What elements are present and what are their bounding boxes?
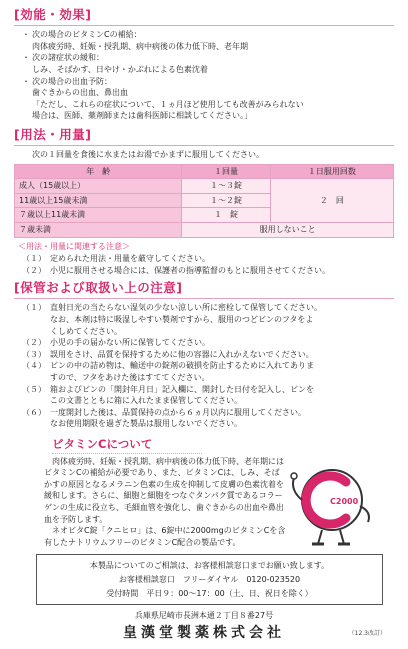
effects-heading: [効能・効果] (14, 6, 394, 26)
contact-line: 本製品についてのご相談は、お客様相談窓口までお願い致します。 (89, 561, 330, 571)
vitamin-c-mascot-icon (284, 460, 376, 552)
table-row: ７歳以上11歳未満 １ 錠 (15, 208, 394, 223)
list-item-cont: なお使用期限を過ぎた製品は服用しないでください。 (50, 419, 242, 429)
contact-hours: 受付時間 平日９：00〜17：00（土、日、祝日を除く） (106, 588, 313, 598)
effects-detail: しみ、そばかす、日やけ・かぶれによる色素沈着 (32, 64, 208, 74)
effects-detail: 「ただし、これらの症状について、１ヵ月ほど使用しても改善がみられない (32, 99, 304, 109)
list-item: （２） 小児に服用させる場合には、保護者の指導監督のもとに服用させてください。 (22, 265, 330, 275)
dosage-intro: 次の１回量を食後に水またはお湯でかまずに服用してください。 (32, 150, 264, 159)
table-row: ７歳未満 服用しないこと (15, 222, 394, 237)
effects-detail: 肉体疲労時、妊娠・授乳期、病中病後の体力低下時、老年期 (32, 41, 248, 51)
list-item-cont: なお、本剤は特に吸湿しやすい製剤ですから、服用のつどビンのフタをよ (50, 315, 314, 325)
effects-item: ・ 次の場合のビタミンCの補給： (22, 30, 142, 40)
list-item-cont: すので、フタをあけた後はすててください。 (50, 373, 210, 383)
list-item: （３） 誤用をさけ、品質を保持するために他の容器に入れかえないでください。 (22, 349, 314, 359)
list-item: （２） 小児の手の届かない所に保管してください。 (22, 338, 210, 348)
contact-box (36, 554, 383, 605)
dosage-notes (14, 253, 394, 276)
effects-detail: 歯ぐきからの出血、鼻出血 (32, 88, 128, 98)
contact-phone: お客様相談窓口 フリーダイヤル 0120-023520 (118, 575, 301, 585)
effects-list (14, 29, 394, 122)
list-item-cont: この文書とともに箱に入れたまま保管してください。 (50, 396, 242, 406)
table-header-age: 年 齢 (15, 164, 182, 179)
table-row: 11歳以上15歳未満 １〜２錠 (15, 193, 394, 208)
dosage-note-heading: ＜用法・用量に関連する注意＞ (18, 241, 130, 251)
mascot-label: C2000 (330, 496, 359, 506)
list-item: （１） 定められた用法・用量を厳守してください。 (22, 254, 210, 264)
storage-heading: [保管および取扱い上の注意] (14, 279, 394, 299)
company-address: 兵庫県尼崎市長洲本通２丁目８番27号 (134, 611, 274, 621)
vitamin-c-section (14, 456, 394, 549)
list-item: （５） 箱およびビンの「開封年月日」記入欄に、開封した日付を記入し、ビンを (22, 384, 314, 394)
dosage-heading: [用法・用量] (14, 126, 394, 146)
list-item: （４） ビンの中の詰め物は、輸送中の錠剤の破損を防止するために入れてありま (22, 361, 314, 371)
revision-date: （12.3改訂） (348, 630, 386, 638)
vitamin-c-paragraph: ネオビタC錠「クニヒロ」は、6錠中に2000mgのビタミンCを含有したナトリウムフリーのビタミンC配合の製品です。 (44, 526, 286, 547)
storage-list (14, 302, 394, 430)
dosage-table (14, 164, 394, 238)
table-header-amount: １回量 (182, 164, 271, 179)
effects-detail: 場合は、医師、薬剤師または歯科医師に相談してください。」 (32, 111, 252, 121)
vitamin-c-paragraph: 肉体疲労時、妊娠・授乳期、病中病後の体力低下時、老年期にはビタミンCの補給が必要であり、また、ビタミンCは、しみ、そばかすの原因となるメラニン色素の生成を抑制して皮膚の色素沈着を緩和します。さらに、細胞と細胞をつなぐタンパク質であるコラーゲンの生成に役立ち、毛細血管を強化し、歯ぐきからの出血や鼻出血を予防します。 (44, 456, 284, 524)
list-item: （１） 直射日光の当たらない湿気の少ない涼しい所に密栓して保管してください。 (22, 303, 322, 313)
table-row: 成人（15歳以上） １〜３錠 ２ 回 (15, 179, 394, 194)
table-times-cell: ２ 回 (270, 179, 393, 223)
list-item-cont: くしめてください。 (50, 326, 122, 336)
effects-item: ・ 次の諸症状の緩和： (22, 53, 104, 63)
table-header-times: １日服用回数 (270, 164, 393, 179)
list-item: （６） 一度開封した後は、品質保持の点から６ヵ月以内に服用してください。 (22, 407, 306, 417)
vitamin-c-heading: ビタミンCについて (52, 436, 202, 454)
effects-item: ・ 次の場合の出血予防： (22, 76, 112, 86)
company-name: 皇漢堂製薬株式会社 (123, 624, 285, 641)
